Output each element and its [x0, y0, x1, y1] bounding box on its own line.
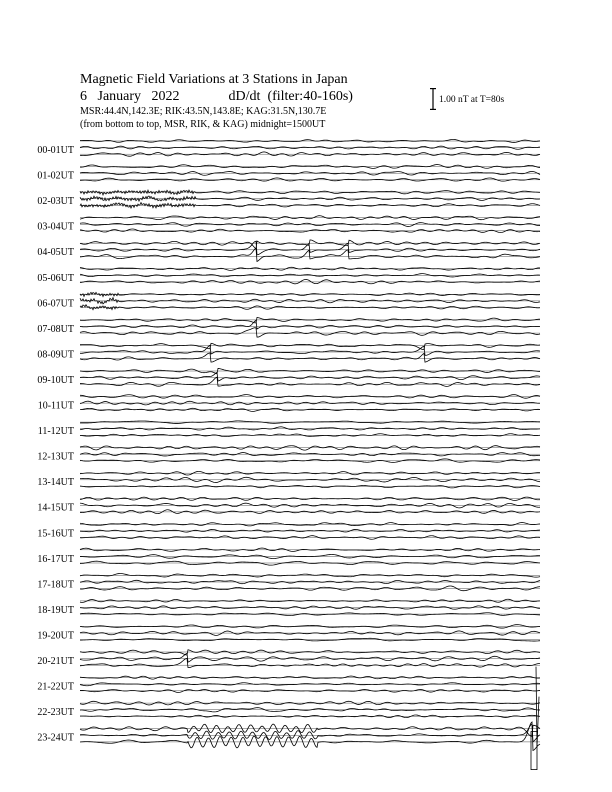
quantity-label: dD/dt	[228, 89, 261, 104]
date-day: 6	[80, 89, 87, 104]
filter-label: (filter:40-160s)	[267, 89, 353, 104]
trace-MSR-07-08UT	[80, 328, 540, 337]
trace-KAG-06-07UT	[80, 292, 540, 296]
date-month: January	[97, 89, 142, 104]
trace-MSR-17-18UT	[80, 586, 540, 591]
trace-MSR-06-07UT	[80, 305, 540, 310]
trace-RIK-06-07UT	[80, 298, 540, 304]
station-order-note: (from bottom to top, MSR, RIK, & KAG) midnight=1500UT	[80, 119, 326, 130]
hour-label-14-15UT: 14-15UT	[37, 502, 74, 514]
hour-label-03-04UT: 03-04UT	[37, 221, 74, 233]
trace-MSR-01-02UT	[80, 178, 540, 181]
station-coordinates: MSR:44.4N,142.3E; RIK:43.5N,143.8E; KAG:31.5N,130.7E	[80, 106, 327, 117]
trace-RIK-03-04UT	[80, 223, 540, 227]
hour-label-09-10UT: 09-10UT	[37, 375, 74, 386]
hour-label-18-19UT: 18-19UT	[37, 604, 74, 616]
trace-KAG-07-08UT	[80, 318, 540, 323]
end-spike-MSR-23-24UT	[531, 732, 537, 770]
hour-label-21-22UT: 21-22UT	[37, 681, 74, 693]
trace-KAG-04-05UT	[80, 240, 540, 249]
trace-MSR-13-14UT	[80, 485, 540, 487]
trace-KAG-13-14UT	[80, 471, 540, 475]
hour-label-16-17UT: 16-17UT	[37, 553, 74, 565]
hour-label-17-18UT: 17-18UT	[37, 579, 74, 591]
trace-KAG-20-21UT	[80, 650, 540, 655]
hour-label-06-07UT: 06-07UT	[37, 298, 74, 310]
hour-label-05-06UT: 05-06UT	[37, 272, 74, 284]
hour-label-23-24UT: 23-24UT	[37, 732, 74, 744]
hour-label-15-16UT: 15-16UT	[37, 528, 74, 540]
hour-label-04-05UT: 04-05UT	[37, 247, 74, 259]
trace-MSR-21-22UT	[80, 690, 540, 693]
trace-RIK-20-21UT	[80, 653, 540, 662]
chart-title: Magnetic Field Variations at 3 Stations in Japan	[80, 72, 348, 87]
hour-label-11-12UT: 11-12UT	[37, 426, 74, 438]
end-spike-KAG-23-24UT	[536, 667, 539, 747]
trace-KAG-12-13UT	[80, 446, 540, 450]
hour-label-12-13UT: 12-13UT	[37, 451, 74, 463]
trace-KAG-08-09UT	[80, 343, 540, 349]
scale-label: 1.00 nT at T=80s	[439, 95, 505, 105]
hour-label-00-01UT: 00-01UT	[37, 145, 74, 156]
hour-label-20-21UT: 20-21UT	[37, 656, 74, 667]
hour-label-19-20UT: 19-20UT	[37, 630, 74, 642]
hour-label-02-03UT: 02-03UT	[37, 196, 74, 208]
hour-label-22-23UT: 22-23UT	[37, 707, 74, 719]
hour-label-13-14UT: 13-14UT	[37, 477, 74, 489]
trace-MSR-09-10UT	[80, 377, 540, 386]
trace-RIK-14-15UT	[80, 503, 540, 508]
trace-MSR-14-15UT	[80, 510, 540, 514]
date-year: 2022	[151, 89, 180, 104]
trace-MSR-08-09UT	[80, 353, 540, 362]
trace-MSR-22-23UT	[80, 715, 540, 718]
trace-RIK-11-12UT	[80, 427, 540, 430]
trace-RIK-09-10UT	[80, 372, 540, 381]
trace-RIK-07-08UT	[80, 320, 540, 329]
trace-RIK-00-01UT	[80, 146, 540, 149]
trace-KAG-02-03UT	[80, 190, 540, 195]
hour-label-01-02UT: 01-02UT	[37, 170, 74, 182]
hour-label-10-11UT: 10-11UT	[37, 400, 74, 412]
trace-MSR-05-06UT	[80, 279, 540, 283]
trace-RIK-08-09UT	[80, 345, 540, 355]
hour-label-07-08UT: 07-08UT	[37, 323, 74, 335]
hour-label-08-09UT: 08-09UT	[37, 349, 74, 361]
